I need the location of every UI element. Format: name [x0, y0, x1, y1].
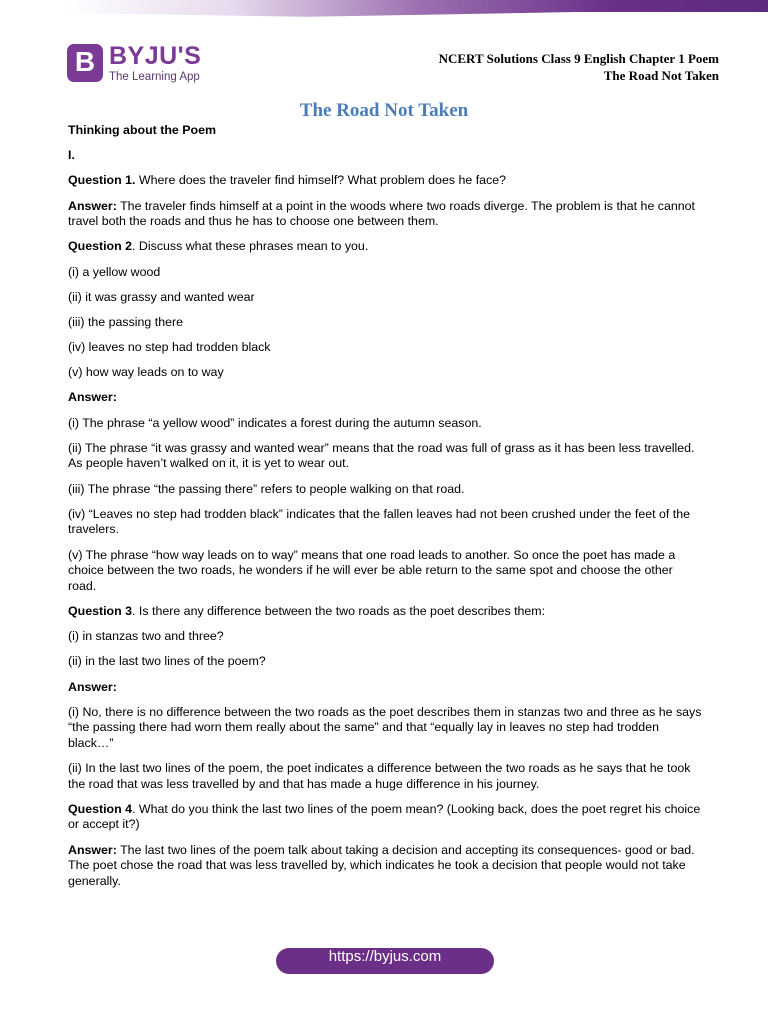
page-title: The Road Not Taken: [299, 100, 469, 121]
question-4: Question 4. What do you think the last two lines of the poem mean? (Looking back, does the poet regret his choice or accept it?): [68, 801, 701, 832]
logo-tagline: The Learning App: [109, 71, 200, 83]
top-decorative-band: [0, 0, 768, 20]
logo-mark: B: [67, 44, 103, 82]
document-header: [439, 50, 719, 84]
section-heading: Thinking about the Poem: [68, 123, 216, 137]
q2-answer: (iii) The phrase “the passing there” refers to people walking on that road.: [68, 481, 465, 496]
answer-2-label: Answer:: [68, 390, 117, 405]
header-line-2: The Road Not Taken: [603, 68, 719, 83]
answer-3-label: Answer:: [68, 679, 117, 694]
q2-item: (iii) the passing there: [68, 314, 184, 329]
q2-item: (v) how way leads on to way: [68, 365, 224, 380]
question-3: Question 3. Is there any difference between the two roads as the poet describes them:: [68, 603, 546, 618]
q2-item: (iv) leaves no step had trodden black: [68, 340, 271, 355]
q2-item: (ii) it was grassy and wanted wear: [68, 289, 255, 304]
section-number: I.: [68, 148, 75, 163]
question-2: Question 2. Discuss what these phrases mean to you.: [68, 239, 369, 254]
q2-item: (i) a yellow wood: [68, 264, 161, 279]
header-line-1: NCERT Solutions Class 9 English Chapter 1 Poem: [438, 51, 719, 66]
q2-answer: (iv) “Leaves no step had trodden black” indicates that the fallen leaves had not been crushed under the feet of the travelers.: [68, 506, 691, 537]
q3-answer: (i) No, there is no difference between the two roads as the poet describes them in stanzas two and three as he says “the passing there had worn them really about the same” and that “equally lay in leaves no step had trodden black…”: [68, 704, 702, 750]
document-body: [68, 123, 704, 899]
q2-answer: (ii) The phrase “it was grassy and wanted wear” means that the road was full of grass as it has been less travelled. As people haven’t walked on it, it is yet to wear out.: [68, 440, 695, 471]
logo-brand-name: BYJU'S: [109, 42, 202, 70]
q3-answer: (ii) In the last two lines of the poem, the poet indicates a difference between the two roads as he says that he took the road that was less travelled by and that has made a huge difference in his journey.: [68, 761, 691, 791]
q3-item: (i) in stanzas two and three?: [68, 629, 224, 644]
answer-1: Answer: The traveler finds himself at a point in the woods where two roads diverge. The problem is that he cannot travel both the roads and thus he has to choose one between them.: [68, 198, 695, 229]
question-1: Question 1. Where does the traveler find himself? What problem does he face?: [68, 173, 507, 188]
q2-answer: (i) The phrase “a yellow wood” indicates a forest during the autumn season.: [68, 415, 482, 430]
q2-answer: (v) The phrase “how way leads on to way” means that one road leads to another. So once the poet has made a choice between the two roads, he wonders if he will ever be able return to the same spot and choose the other road.: [68, 547, 676, 593]
q3-item: (ii) in the last two lines of the poem?: [68, 654, 266, 669]
website-link-button[interactable]: https://byjus.com: [276, 948, 494, 974]
answer-4: Answer: The last two lines of the poem talk about taking a decision and accepting its consequences- good or bad. The poet chose the road that was less travelled by, which indicates he took a decision that people would not take generally.: [68, 842, 695, 888]
byjus-logo[interactable]: [67, 44, 207, 88]
